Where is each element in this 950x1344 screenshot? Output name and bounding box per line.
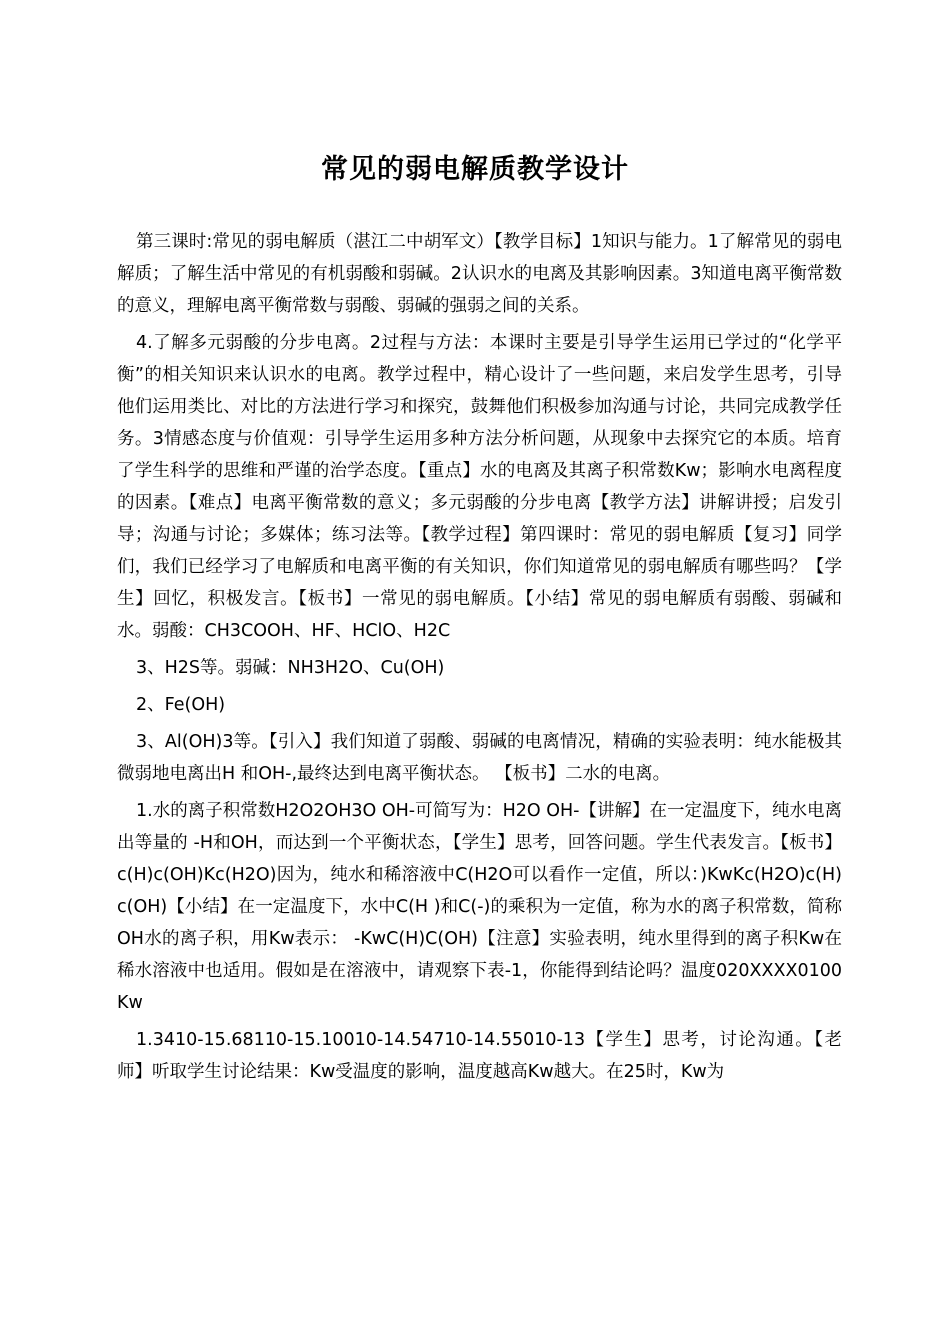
paragraph-6: 1.水的离子积常数H2O2OH3O OH-可简写为：H2O OH-【讲解】在一定温度下，纯水电离出等量的 -H和OH，而达到一个平衡状态，【学生】思考，回答问题。学生代表发言。【板书】c(H)c(OH)Kc(H2O)因为，纯水和稀溶液中C(H2O可以看作一定值，所以：)KwKc(H2O)c(H)c(OH)【小结】在一定温度下，水中C(H )和C(-)的乘积为一定值，称为水的离子积常数，简称OH水的离子积，用Kw表示： -KwC(H)C(OH)【注意】实验表明，纯水里得到的离子积Kw在稀水溶液中也适用。假如是在溶液中，请观察下表-1，你能得到结论吗？温度020XXXX0100Kw — [117, 801, 842, 1013]
paragraph-7: 1.3410-15.68110-15.10010-14.54710-14.55010-13【学生】思考，讨论沟通。【老师】听取学生讨论结果：Kw受温度的影响，温度越高Kw越大。在25时，Kw为 — [117, 1030, 842, 1082]
paragraph-4: 2、Fe(OH) — [136, 695, 226, 715]
document-body — [117, 226, 842, 1093]
paragraph-5: 3、Al(OH)3等。【引入】我们知道了弱酸、弱碱的电离情况，精确的实验表明：纯水能极其微弱地电离出H 和OH-,最终达到电离平衡状态。 【板书】二水的电离。 — [117, 732, 842, 784]
paragraph-3: 3、H2S等。弱碱：NH3H2O、Cu(OH) — [136, 658, 445, 678]
paragraph-1: 第三课时:常见的弱电解质（湛江二中胡军文）【教学目标】1知识与能力。1了解常见的弱电解质；了解生活中常见的有机弱酸和弱碱。2认识水的电离及其影响因素。3知道电离平衡常数的意义，理解电离平衡常数与弱酸、弱碱的强弱之间的关系。 — [117, 232, 842, 316]
document-title: 常见的弱电解质教学设计 — [321, 154, 629, 186]
paragraph-2: 4.了解多元弱酸的分步电离。2过程与方法：本课时主要是引导学生运用已学过的“化学平衡”的相关知识来认识水的电离。教学过程中，精心设计了一些问题，来启发学生思考，引导他们运用类比、对比的方法进行学习和探究，鼓舞他们积极参加沟通与讨论，共同完成教学任务。3情感态度与价值观：引导学生运用多种方法分析问题，从现象中去探究它的本质。培育了学生科学的思维和严谨的治学态度。【重点】水的电离及其离子积常数Kw；影响水电离程度的因素。【难点】电离平衡常数的意义；多元弱酸的分步电离【教学方法】讲解讲授；启发引导；沟通与讨论；多媒体；练习法等。【教学过程】第四课时：常见的弱电解质【复习】同学们，我们已经学习了电解质和电离平衡的有关知识，你们知道常见的弱电解质有哪些吗？【学生】回忆，积极发言。【板书】一常见的弱电解质。【小结】常见的弱电解质有弱酸、弱碱和水。弱酸：CH3COOH、HF、HClO、H2C — [117, 333, 842, 641]
